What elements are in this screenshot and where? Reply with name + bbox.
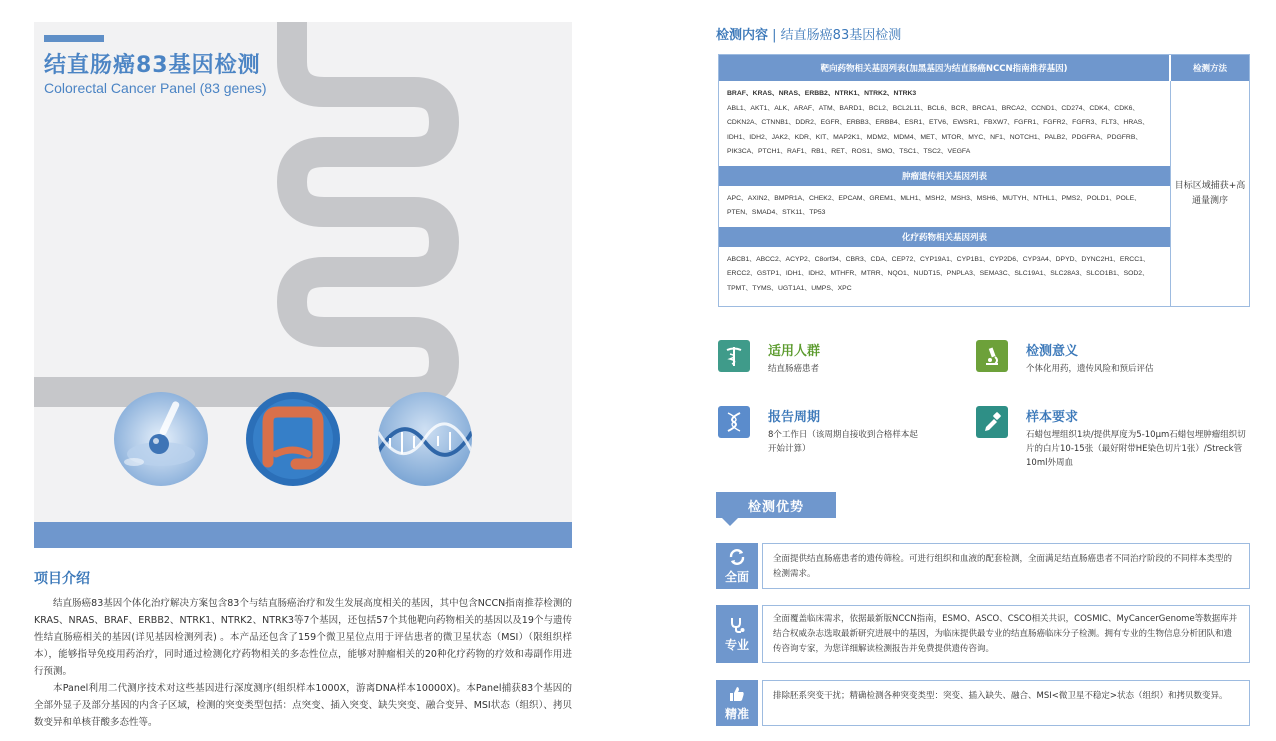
targeted-genes-cell — [719, 81, 1170, 166]
chemo-genes: ABCB1、ABCC2、ACYP2、C8orf34、CBR3、CDA、CEP72、CYP19A1、CYP1B1、CYP2D6、CYP3A4、DPYD、DYNC2H1、ERCC1、ERCC2、GSTP1、IDH1、IDH2、MTHFR、MTRR、NQO1、NUDT15、PNPLA3、SEMA3C、SLC19A1、SLC28A3、SLCO1B1、SOD2、TPMT、TYMS、UGT1A1、UMPS、XPC — [727, 255, 1150, 292]
advantages-tag-tip — [722, 518, 738, 526]
gene-table-body — [719, 81, 1249, 306]
intro-text — [34, 595, 572, 731]
page-title: 结直肠癌83基因检测 — [44, 53, 261, 78]
population-title: 适用人群 — [768, 344, 821, 359]
advantage-row — [716, 543, 1250, 589]
meaning-text: 个体化用药，遗传风险和预后评估 — [1026, 364, 1154, 374]
gene-table-header — [719, 55, 1249, 81]
targeted-genes: ABL1、AKT1、ALK、ARAF、ATM、BARD1、BCL2、BCL2L11、BCL6、BCR、BRCA1、BRCA2、CCND1、CD274、CDK4、CDK6、CDKN2A、CTNNB1、DDR2、EGFR、ERBB3、ERBB4、ESR1、ETV6、EWSR1、FBXW7、FGFR1、FGFR2、FGFR3、FLT3、HRAS、IDH1、IDH2、JAK2、KDR、KIT、MAP2K1、MDM2、MDM4、MET、MTOR、MYC、NF1、NOTCH1、PALB2、PDGFRA、PDGFRB、PIK3CA、PTCH1、RAF1、RB1、RET、ROS1、SMO、TSC1、TSC2、VEGFA — [727, 104, 1150, 155]
colon-image — [246, 392, 340, 486]
chemo-genes-header: 化疗药物相关基因列表 — [719, 227, 1170, 247]
method-cell: 目标区域捕获+高通量测序 — [1174, 180, 1246, 206]
sample-title: 样本要求 — [1026, 410, 1079, 425]
gene-table — [718, 54, 1250, 307]
section-heading — [716, 24, 901, 43]
microscope-icon — [976, 340, 1008, 372]
thumbs-up-icon — [716, 680, 758, 726]
nccn-genes: BRAF、KRAS、NRAS、ERBB2、NTRK1、NTRK2、NTRK3 — [727, 90, 917, 97]
section-heading-sep: | — [768, 28, 781, 43]
cycle-text: 8个工作日（该周期自接收到合格样本起开始计算） — [768, 430, 918, 454]
advantage-label: 精准 — [724, 706, 749, 721]
feature-meaning — [976, 340, 1226, 390]
feature-cycle — [718, 406, 968, 458]
method-header: 检测方法 — [1171, 55, 1249, 81]
feature-population — [718, 340, 968, 390]
advantage-text: 全面提供结直肠癌患者的遗传筛检。可进行组织和血液的配套检测，全面满足结直肠癌患者不同治疗阶段的不同样本类型的检测需求。 — [762, 543, 1250, 589]
advantage-row — [716, 605, 1250, 663]
cycle-title: 报告周期 — [768, 410, 821, 425]
advantage-label: 专业 — [724, 637, 749, 652]
hereditary-genes-header: 肿瘤遗传相关基因列表 — [719, 166, 1170, 186]
advantage-text: 排除胚系突变干扰；精确检测各种突变类型：突变、插入缺失、融合、MSI<微卫星不稳定>状态（组织）和拷贝数变异。 — [762, 680, 1250, 726]
advantages-tag: 检测优势 — [716, 492, 836, 518]
feature-sample — [976, 406, 1256, 466]
caduceus-icon — [718, 340, 750, 372]
targeted-genes-header: 靶向药物相关基因列表(加黑基因为结直肠癌NCCN指南推荐基因) — [719, 55, 1171, 81]
section-heading-rest: 结直肠癌83基因检测 — [780, 28, 902, 43]
intro-paragraph: 结直肠癌83基因个体化治疗解决方案包含83个与结直肠癌治疗和发生发展高度相关的基因，其中包含NCCN指南推荐检测的KRAS、NRAS、BRAF、ERBB2、NTRK1、NTRK2、NTRK3等7个基因，还包括57个其他靶向药物相关的基因以及19个与遗传性结直肠癌相关的基因(详见基因检测列表) 。本产品还包含了159个微卫星位点用于评估患者的微卫星状态（MSI）（限组织样本），能够指导免疫用药治疗，同时通过检测化疗药物相关的多态性位点，能够对肿瘤相关的20种化疗药物的疗效和毒副作用进行预测。 — [34, 598, 572, 677]
lab-dropper-image — [114, 392, 208, 486]
stethoscope-icon — [716, 605, 758, 663]
hero-panel — [34, 22, 572, 522]
page-subtitle: Colorectal Cancer Panel (83 genes) — [44, 80, 267, 96]
sample-text: 石蜡包埋组织1块/提供厚度为5-10μm石蜡包埋肿瘤组织切片的白片10-15张（最好附带HE染色切片1张）/Streck管10ml外周血 — [1026, 430, 1246, 468]
population-text: 结直肠癌患者 — [768, 364, 820, 374]
left-page — [0, 0, 600, 741]
advantage-text: 全面覆盖临床需求，依据最新版NCCN指南，ESMO、ASCO、CSCO相关共识，COSMIC、MyCancerGenome等数据库并结合权威杂志选取最新研究进展中的基因，为临床提供最专业的结直肠癌临床分子检测。拥有专业的生物信息分析团队和遗传咨询专家，为您详细解读检测报告并免费提供遗传咨询。 — [762, 605, 1250, 663]
dna-helix-image — [378, 392, 472, 486]
title-accent-bar — [44, 35, 104, 42]
section-heading-bold: 检测内容 — [716, 28, 769, 43]
intro-heading: 项目介绍 — [34, 571, 90, 587]
right-page — [690, 0, 1276, 741]
advantage-label: 全面 — [724, 569, 749, 584]
refresh-icon — [716, 543, 758, 589]
gene-lists — [719, 81, 1171, 306]
dna-icon — [718, 406, 750, 438]
intro-paragraph: 本Panel利用二代测序技术对这些基因进行深度测序(组织样本1000X，游离DNA样本10000X)。本Panel捕获83个基因的全部外显子及部分基因的内含子区域，检测的突变类型包括：点突变、插入突变、缺失突变、融合变异、MSI状态（组织）、拷贝数变异和单核苷酸多态性等。 — [34, 683, 572, 728]
pipette-icon — [976, 406, 1008, 438]
hereditary-genes: APC、AXIN2、BMPR1A、CHEK2、EPCAM、GREM1、MLH1、MSH2、MSH3、MSH6、MUTYH、NTHL1、PMS2、POLD1、POLE、PTEN、SMAD4、STK11、TP53 — [727, 194, 1141, 216]
decorative-band — [34, 522, 572, 548]
advantage-row — [716, 680, 1250, 726]
meaning-title: 检测意义 — [1026, 344, 1079, 359]
